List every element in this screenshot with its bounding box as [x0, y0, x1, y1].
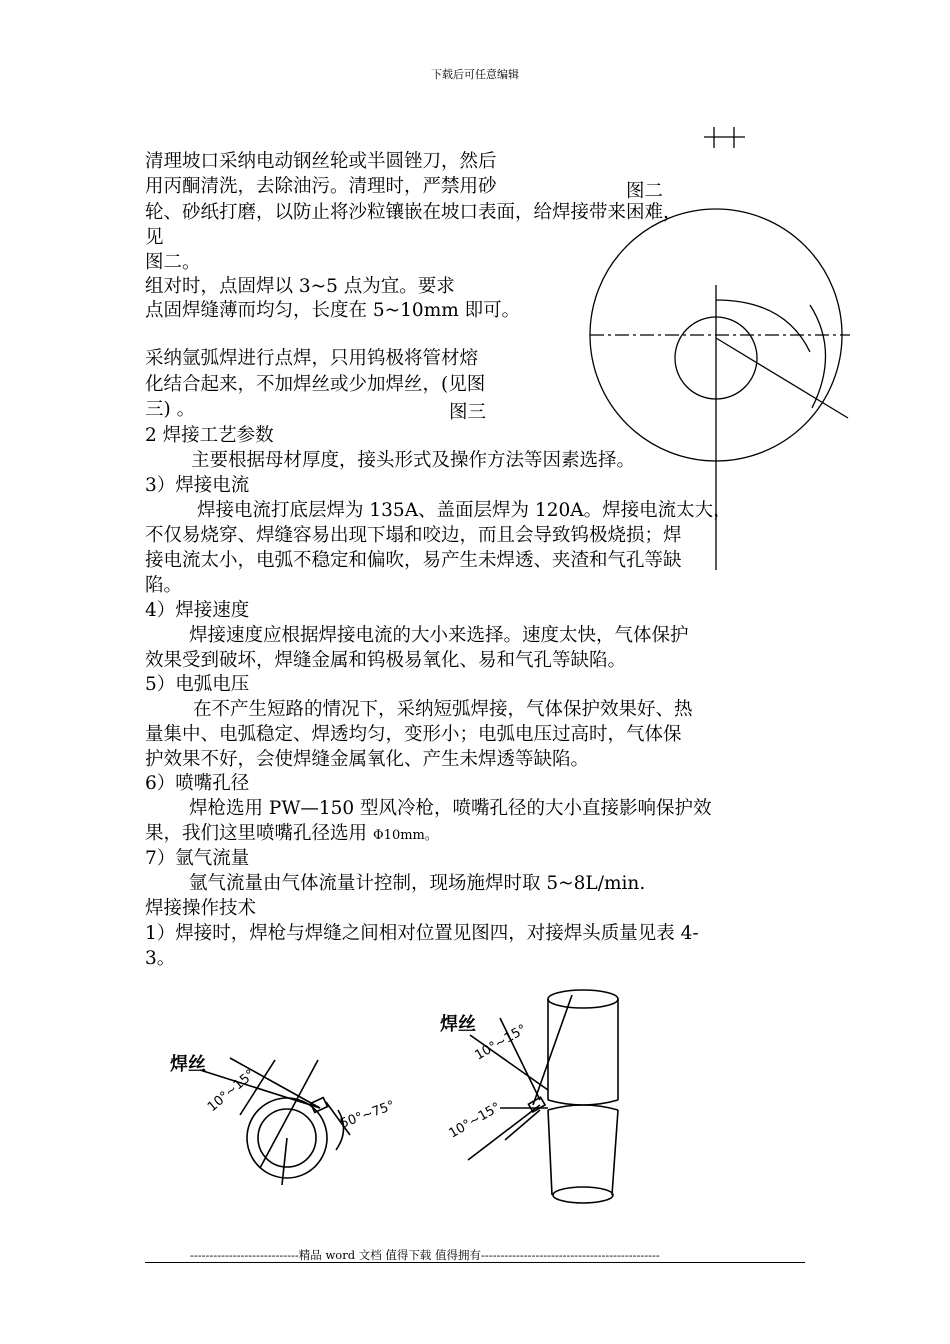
footer-note: ----------------------------精品 word 文档 值得下载 值得拥有----------------------------------------------: [190, 1248, 660, 1262]
footer-divider: [145, 1262, 805, 1263]
section-heading: 5）电弧电压: [145, 674, 250, 695]
paragraph-line: 组对时，点固焊以 3~5 点为宜。要求: [145, 276, 455, 297]
paragraph-line: 不仅易烧穿、焊缝容易出现下塌和咬边，而且会导致钨极烧损；焊: [145, 525, 682, 546]
nozzle-diameter: Φ10mm。: [373, 828, 438, 843]
paragraph-line: 见: [145, 227, 164, 248]
section-heading: 3）焊接电流: [145, 475, 250, 496]
left-angle-label-2: 50°~75°: [338, 1098, 397, 1132]
paragraph-line: 效果受到破坏，焊缝金属和钨极易氧化、易和气孔等缺陷。: [145, 650, 627, 671]
paragraph-line: 量集中、电弧稳定、焊透均匀，变形小；电弧电压过高时，气体保: [145, 724, 682, 745]
figure-3-label: 图三: [449, 402, 487, 423]
section-heading: 2 焊接工艺参数: [145, 425, 274, 446]
paragraph-line: 三) 。: [145, 399, 196, 420]
paragraph-line: 焊接电流打底层焊为 135A、盖面层焊为 120A。焊接电流太大，: [197, 500, 732, 521]
paragraph-line: 主要根据母材厚度，接头形式及操作方法等因素选择。: [191, 450, 636, 471]
paragraph-line: 在不产生短路的情况下，采纳短弧焊接，气体保护效果好、热: [193, 699, 693, 720]
page-header-note: 下载后可任意编辑: [431, 68, 519, 81]
section-heading: 6）喷嘴孔径: [145, 773, 250, 794]
section-heading: 7）氩气流量: [145, 848, 250, 869]
section-heading: 4）焊接速度: [145, 600, 250, 621]
paragraph-line: 陷。: [145, 575, 183, 596]
right-wire-label: 焊丝: [440, 1014, 476, 1035]
paragraph-line: 用丙酮清洗，去除油污。清理时，严禁用砂: [145, 176, 497, 197]
right-angle-label-1: 10°~15°: [472, 1021, 530, 1064]
left-angle-label-1: 10°~15°: [204, 1066, 259, 1116]
left-wire-label: 焊丝: [170, 1054, 206, 1075]
figure-2-label: 图二: [626, 181, 664, 202]
paragraph-line: 点固焊缝薄而均匀，长度在 5~10mm 即可。: [145, 300, 521, 321]
paragraph-line: 氩气流量由气体流量计控制，现场施焊时取 5~8L/min.: [189, 873, 646, 894]
paragraph-line: 接电流太小，电弧不稳定和偏吹，易产生未焊透、夹渣和气孔等缺: [145, 550, 682, 571]
paragraph-line: 1）焊接时，焊枪与焊缝之间相对位置见图四，对接焊头质量见表 4-: [145, 923, 699, 944]
paragraph-text: 果，我们这里喷嘴孔径选用: [145, 823, 368, 844]
section-heading: 焊接操作技术: [145, 898, 257, 919]
paragraph-line: 图二。: [145, 252, 201, 273]
paragraph-line: 焊枪选用 PW—150 型风冷枪，喷嘴孔径的大小直接影响保护效: [189, 798, 712, 819]
paragraph-line: 采纳氩弧焊进行点焊，只用钨极将管材熔: [145, 348, 479, 369]
paragraph-line: 3。: [145, 948, 176, 969]
paragraph-line: 清理坡口采纳电动钢丝轮或半圆锉刀，然后: [145, 151, 497, 172]
paragraph-line: 化结合起来，不加焊丝或少加焊丝，(见图: [145, 374, 486, 395]
paragraph-line: 护效果不好，会使焊缝金属氧化、产生未焊透等缺陷。: [145, 749, 590, 770]
paragraph-line: 轮、砂纸打磨，以防止将沙粒镶嵌在坡口表面，给焊接带来困难，: [145, 202, 682, 223]
right-angle-label-2: 10°~15°: [446, 1099, 504, 1142]
paragraph-line: 焊接速度应根据焊接电流的大小来选择。速度太快，气体保护: [189, 625, 689, 646]
